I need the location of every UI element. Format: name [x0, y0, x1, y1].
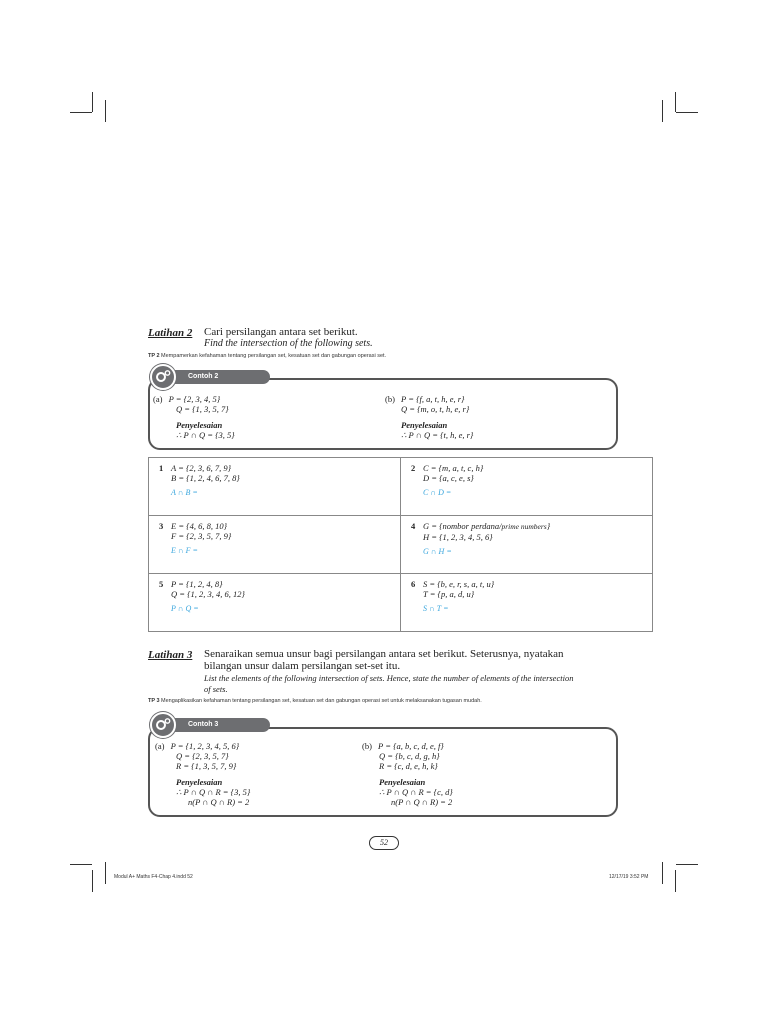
part-label: (b) — [362, 741, 372, 751]
exercise-number: 3 — [159, 521, 164, 531]
exercise-cell — [401, 516, 653, 574]
crop-mark — [675, 92, 676, 112]
exercise-cell — [401, 458, 653, 516]
crop-mark — [70, 864, 92, 865]
set-e: E = {4, 6, 8, 10} — [171, 521, 227, 531]
latihan-3-instruction-ms-1: Senaraikan semua unsur bagi persilangan antara set berikut. Seterusnya, nyatakan — [204, 648, 564, 660]
crop-mark — [675, 870, 676, 892]
answer-prompt[interactable]: C ∩ D = — [423, 488, 452, 497]
solution-label: Penyelesaian — [379, 777, 426, 787]
set-p: P = {2, 3, 4, 5} — [168, 394, 221, 404]
contoh-3-title: Contoh 3 — [158, 718, 270, 732]
exercise-number: 4 — [411, 521, 416, 531]
set-f: F = {2, 3, 5, 7, 9} — [171, 531, 232, 541]
answer-prompt[interactable]: A ∩ B = — [171, 488, 198, 497]
set-p: P = {a, b, c, d, e, f} — [378, 741, 444, 751]
exercise-number: 5 — [159, 579, 164, 589]
solution-count: n(P ∩ Q ∩ R) = 2 — [391, 797, 453, 807]
contoh-3a — [155, 741, 239, 751]
footer-timestamp: 12/17/19 3:52 PM — [609, 874, 649, 880]
set-h: H = {1, 2, 3, 4, 5, 6} — [423, 532, 493, 542]
latihan-3-instruction-ms-2: bilangan unsur dalam persilangan set-set itu. — [204, 660, 401, 672]
solution-label: Penyelesaian — [176, 420, 223, 430]
answer-prompt[interactable]: S ∩ T = — [423, 604, 449, 613]
part-label: (a) — [155, 741, 165, 751]
crop-mark — [662, 100, 663, 122]
set-g-close: } — [546, 521, 551, 531]
solution-label: Penyelesaian — [401, 420, 448, 430]
solution-count: n(P ∩ Q ∩ R) = 2 — [188, 797, 250, 807]
latihan-2-instruction-ms: Cari persilangan antara set berikut. — [204, 326, 358, 338]
gear-icon — [150, 364, 176, 390]
tp-text: Mempamerkan kefahaman tentang persilangan set, kesatuan set dan gabungan operasi set. — [161, 353, 387, 359]
set-c: C = {m, a, t, c, h} — [423, 463, 484, 473]
footer-file-info: Modul A+ Maths F4-Chap 4.indd 52 — [114, 874, 193, 880]
set-t: T = {p, a, d, u} — [423, 589, 475, 599]
latihan-3-instruction-en-2: of sets. — [204, 684, 228, 694]
set-r: R = {1, 3, 5, 7, 9} — [176, 761, 237, 771]
exercise-cell — [149, 516, 401, 574]
set-d: D = {a, c, e, s} — [423, 473, 474, 483]
page-number: 52 — [369, 836, 399, 850]
exercise-cell — [149, 574, 401, 632]
set-p: P = {1, 2, 4, 8} — [171, 579, 223, 589]
solution: ∴ P ∩ Q = {3, 5} — [176, 430, 235, 440]
set-g: G = {nombor perdana/ — [423, 521, 502, 531]
set-p: P = {1, 2, 3, 4, 5, 6} — [170, 741, 240, 751]
set-p: P = {f, a, t, h, e, r} — [401, 394, 465, 404]
crop-mark — [92, 870, 93, 892]
crop-mark — [70, 112, 92, 113]
part-label: (a) — [153, 394, 163, 404]
contoh-2-title: Contoh 2 — [158, 370, 270, 384]
solution-label: Penyelesaian — [176, 777, 223, 787]
latihan-3-label: Latihan 3 — [148, 649, 193, 661]
crop-mark — [662, 862, 663, 884]
latihan-3-instruction-en-1: List the elements of the following intersection of sets. Hence, state the number of elements of the intersection — [204, 673, 574, 683]
crop-mark — [92, 92, 93, 112]
exercise-cell — [401, 574, 653, 632]
exercise-number: 6 — [411, 579, 416, 589]
answer-prompt[interactable]: P ∩ Q = — [171, 604, 199, 613]
tp-text: Mengaplikasikan kefahaman tentang persilangan set, kesatuan set dan gabungan operasi set untuk melaksanakan tugasan mudah. — [161, 698, 482, 704]
set-r: R = {c, d, e, h, k} — [379, 761, 438, 771]
part-label: (b) — [385, 394, 395, 404]
exercise-number: 2 — [411, 463, 416, 473]
answer-prompt[interactable]: E ∩ F = — [171, 546, 198, 555]
set-q: Q = {1, 3, 5, 7} — [176, 404, 229, 414]
set-q: Q = {1, 2, 3, 4, 6, 12} — [171, 589, 245, 599]
crop-mark — [676, 112, 698, 113]
latihan-2-label: Latihan 2 — [148, 327, 193, 339]
tp-code: TP 3 — [148, 698, 160, 704]
solution: ∴ P ∩ Q = {t, h, e, r} — [401, 430, 474, 440]
set-s: S = {b, e, r, s, a, t, u} — [423, 579, 495, 589]
set-g-english: prime numbers — [501, 522, 547, 531]
set-a: A = {2, 3, 6, 7, 9} — [171, 463, 232, 473]
contoh-3b — [362, 741, 444, 751]
set-q: Q = {m, o, t, h, e, r} — [401, 404, 470, 414]
latihan-2-instruction-en: Find the intersection of the following sets. — [204, 338, 373, 349]
latihan-3-tp — [148, 698, 482, 704]
latihan-2-tp — [148, 353, 386, 359]
gear-icon — [150, 712, 176, 738]
solution-set: ∴ P ∩ Q ∩ R = {3, 5} — [176, 787, 251, 797]
set-q: Q = {2, 3, 5, 7} — [176, 751, 229, 761]
crop-mark — [676, 864, 698, 865]
contoh-2b — [385, 394, 464, 404]
crop-mark — [105, 862, 106, 884]
contoh-2a — [153, 394, 220, 404]
solution-set: ∴ P ∩ Q ∩ R = {c, d} — [379, 787, 453, 797]
set-q: Q = {b, c, d, g, h} — [379, 751, 440, 761]
exercise-table — [148, 457, 653, 632]
answer-prompt[interactable]: G ∩ H = — [423, 547, 452, 556]
exercise-cell — [149, 458, 401, 516]
tp-code: TP 2 — [148, 353, 160, 359]
crop-mark — [105, 100, 106, 122]
set-b: B = {1, 2, 4, 6, 7, 8} — [171, 473, 240, 483]
exercise-number: 1 — [159, 463, 164, 473]
